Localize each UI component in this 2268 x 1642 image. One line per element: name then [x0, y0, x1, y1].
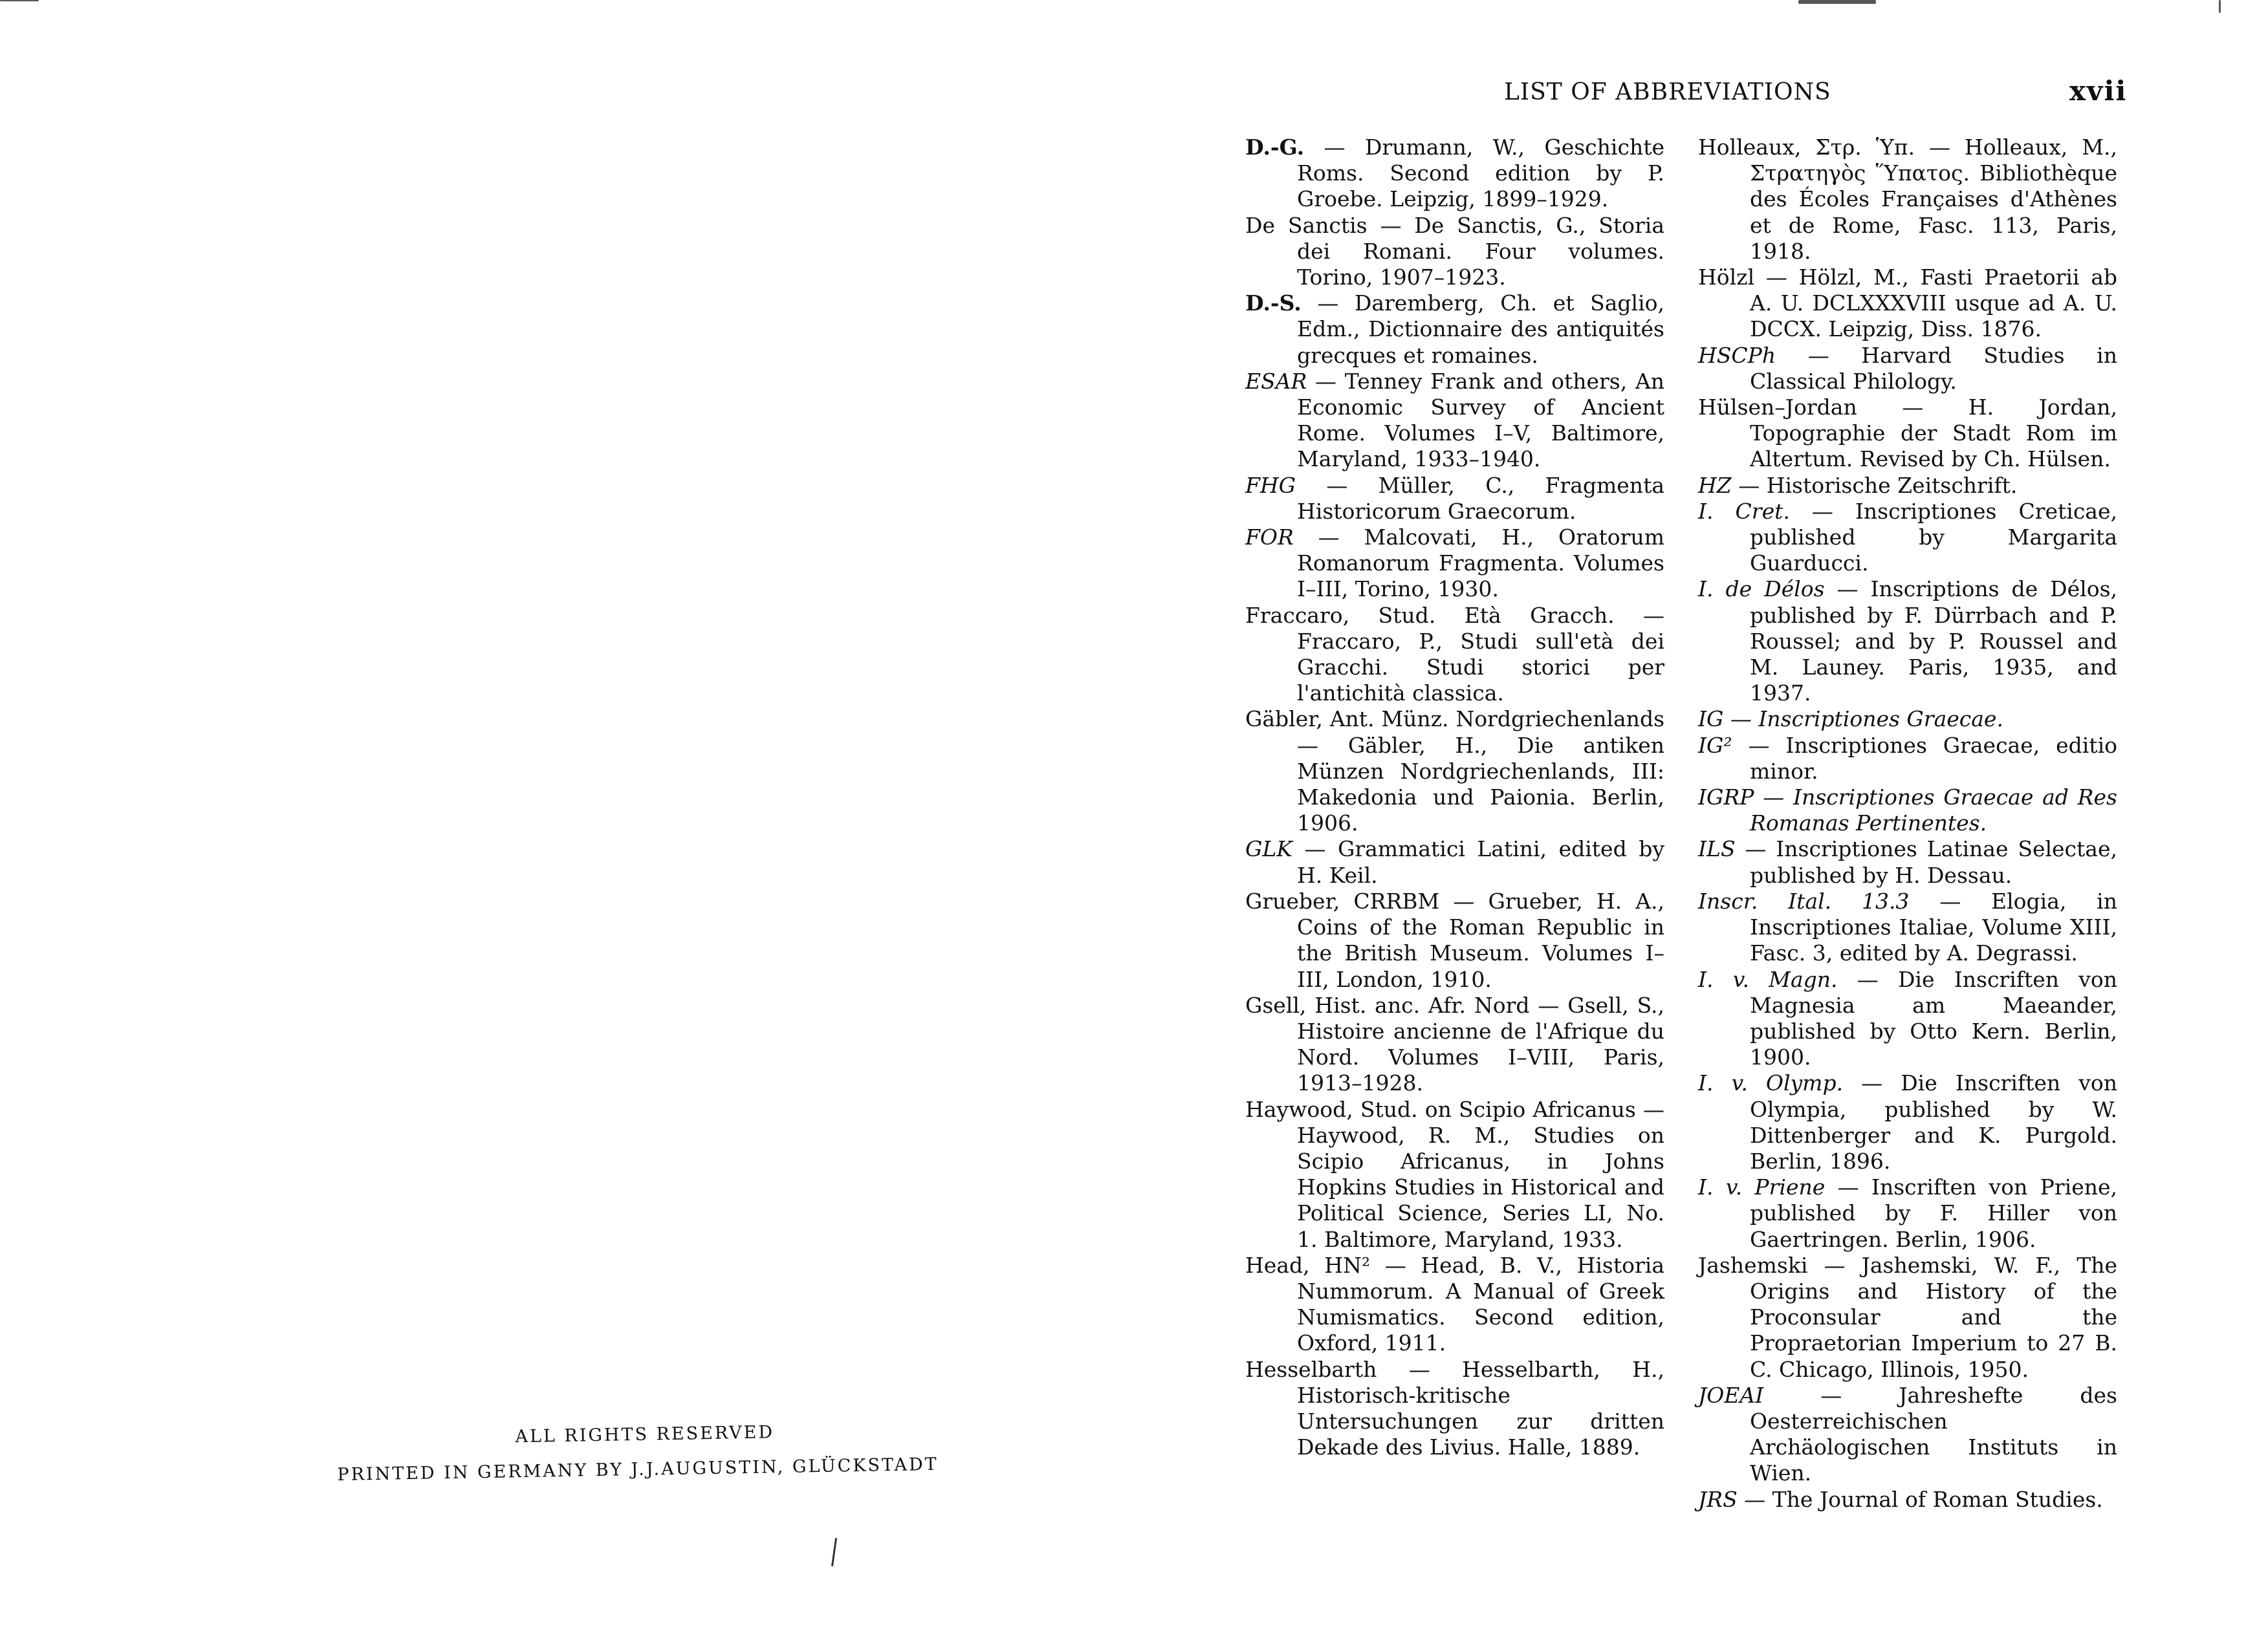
entry-text: — Die Inscriften von Olympia, published by W. Dittenberger and K. Purgold. Berlin, 1896.: [1750, 1070, 2117, 1174]
entry-text: — Daremberg, Ch. et Saglio, Edm., Dictionnaire des antiquités grecques et romaines.: [1297, 290, 1664, 368]
abbreviation-entry: [1245, 135, 1664, 213]
entry-key: IGRP: [1698, 784, 1754, 810]
abbreviation-entry: [1698, 784, 2117, 836]
entry-text: — De Sanctis, G., Storia dei Romani. Four volumes. Torino, 1907–1923.: [1297, 212, 1664, 290]
entry-text: — Inscriptiones Graecae ad Res Romanas Pertinentes.: [1750, 784, 2117, 836]
abbreviation-entry: [1698, 836, 2117, 888]
entry-text: — Holleaux, M., Στρατηγὸς Ὕπατος. Bibliothèque des Écoles Françaises d'Athènes et de Rome, Fasc. 113, Paris, 1918.: [1750, 135, 2117, 264]
entry-key: I. de Délos: [1698, 576, 1825, 602]
abbreviation-entry: [1245, 993, 1664, 1097]
abbreviation-entry: [1698, 1174, 2117, 1253]
entry-key: GLK: [1245, 836, 1292, 862]
entry-key: Jashemski: [1698, 1252, 1808, 1278]
abbreviation-entry: [1698, 473, 2117, 499]
entry-key: HZ: [1698, 472, 1732, 498]
entry-text: — Gsell, S., Histoire ancienne de l'Afrique du Nord. Volumes I–VIII, Paris, 1913–1928.: [1297, 992, 1664, 1096]
abbreviation-entry: [1698, 1383, 2117, 1487]
entry-text: — Hölzl, M., Fasti Praetorii ab A. U. DCLXXXVIII usque ad A. U. DCCX. Leipzig, Diss. 1876.: [1750, 265, 2117, 342]
entry-text: — Jashemski, W. F., The Origins and History of the Proconsular and the Propraetorian Imperium to 27 B. C. Chicago, Illinois, 1950.: [1750, 1252, 2117, 1382]
printer-line: PRINTED IN GERMANY BY J.J.AUGUSTIN, GLÜCKSTADT: [337, 1454, 939, 1485]
abbreviation-entry: [1245, 603, 1664, 707]
entry-key: Hülsen–Jordan: [1698, 394, 1857, 420]
scan-artifact: [2219, 0, 2221, 13]
abbreviation-entry: [1245, 213, 1664, 291]
entry-text: — Inscriptiones Latinae Selectae, published by H. Dessau.: [1735, 836, 2117, 888]
abbreviation-entry: [1698, 135, 2117, 265]
abbreviation-entry: [1245, 290, 1664, 369]
right-page: [1134, 0, 2268, 1642]
entry-key: Haywood, Stud. on Scipio Africanus: [1245, 1096, 1636, 1122]
abbreviation-entry: [1698, 967, 2117, 1071]
entry-text: — Harvard Studies in Classical Philology.: [1750, 342, 2117, 394]
abbreviation-entry: [1698, 265, 2117, 343]
entry-text: — Gäbler, H., Die antiken Münzen Nordgriechenlands, III: Makedonia und Paionia. Berlin, 1906.: [1297, 732, 1664, 836]
abbreviation-entry: [1245, 1097, 1664, 1253]
entry-key: FOR: [1245, 524, 1294, 550]
rights-reserved-line: ALL RIGHTS RESERVED: [515, 1422, 775, 1447]
entry-key: I. Cret.: [1698, 498, 1790, 524]
entry-text: — Malcovati, H., Oratorum Romanorum Fragmenta. Volumes I–III, Torino, 1930.: [1293, 524, 1664, 602]
entry-text: — Elogia, in Inscriptiones Italiae, Volume XIII, Fasc. 3, edited by A. Degrassi.: [1750, 888, 2117, 966]
entry-text: — Drumann, W., Geschichte Roms. Second edition by P. Groebe. Leipzig, 1899–1929.: [1297, 135, 1664, 212]
entry-text: — Inscriptiones Creticae, published by Margarita Guarducci.: [1750, 498, 2117, 576]
abbreviation-entry: [1698, 706, 2117, 732]
entry-key: I. v. Magn.: [1698, 966, 1838, 992]
entry-key: D.-G.: [1245, 135, 1305, 160]
entry-text: — Head, B. V., Historia Nummorum. A Manual of Greek Numismatics. Second edition, Oxford, 1911.: [1297, 1252, 1665, 1356]
abbreviation-entry: [1698, 343, 2117, 394]
entry-key: Hölzl: [1698, 265, 1755, 290]
abbreviation-entry: [1698, 499, 2117, 577]
entry-key: IG: [1698, 706, 1724, 732]
scan-artifact: [1798, 0, 1876, 4]
entry-key: JRS: [1698, 1486, 1738, 1512]
abbreviation-entry: [1698, 1070, 2117, 1174]
abbreviations-left-column: [1245, 135, 1664, 1460]
entry-key: JOEAI: [1698, 1382, 1764, 1408]
entry-text: — Die Inscriften von Magnesia am Maeander, published by Otto Kern. Berlin, 1900.: [1750, 966, 2117, 1070]
abbreviation-entry: [1245, 706, 1664, 836]
entry-text: — Inscriften von Priene, published by F. Hiller von Gaertringen. Berlin, 1906.: [1750, 1174, 2117, 1252]
running-head: LIST OF ABBREVIATIONS: [1504, 79, 1831, 105]
abbreviation-entry: [1245, 836, 1664, 888]
entry-text: — The Journal of Roman Studies.: [1737, 1486, 2103, 1512]
entry-key: IG²: [1698, 732, 1732, 758]
page-number: xvii: [2069, 75, 2128, 107]
abbreviation-entry: [1698, 889, 2117, 967]
abbreviation-entry: [1245, 524, 1664, 603]
entry-text: — Inscriptiones Graecae.: [1723, 706, 2003, 732]
abbreviation-entry: [1245, 369, 1664, 473]
entry-key: Inscr. Ital. 13.3: [1698, 888, 1910, 914]
entry-text: — Historische Zeitschrift.: [1731, 472, 2018, 498]
entry-text: — Fraccaro, P., Studi sull'età dei Gracchi. Studi storici per l'antichità classica.: [1297, 602, 1664, 706]
entry-text: — Grueber, H. A., Coins of the Roman Republic in the British Museum. Volumes I–III, London, 1910.: [1297, 888, 1665, 992]
abbreviation-entry: [1245, 1357, 1664, 1461]
abbreviation-entry: [1698, 576, 2117, 706]
entry-key: HSCPh: [1698, 342, 1776, 368]
entry-key: De Sanctis: [1245, 212, 1368, 238]
entry-key: FHG: [1245, 472, 1296, 498]
entry-text: — Jahreshefte des Oesterreichischen Archäologischen Instituts in Wien.: [1750, 1382, 2117, 1486]
entry-text: — Inscriptiones Graecae, editio minor.: [1732, 732, 2117, 784]
abbreviation-entry: [1698, 733, 2117, 784]
entry-key: I. v. Olymp.: [1698, 1070, 1844, 1096]
abbreviation-entry: [1698, 1487, 2117, 1513]
entry-key: I. v. Priene: [1698, 1174, 1826, 1200]
entry-key: Gsell, Hist. anc. Afr. Nord: [1245, 992, 1530, 1018]
scan-mark: [831, 1538, 837, 1566]
entry-key: ESAR: [1245, 368, 1307, 394]
entry-key: Head, HN²: [1245, 1252, 1371, 1278]
entry-key: Fraccaro, Stud. Età Gracch.: [1245, 602, 1615, 628]
entry-text: — Haywood, R. M., Studies on Scipio Africanus, in Johns Hopkins Studies in Historical and Political Science, Series LI, No. 1. Baltimore, Maryland, 1933.: [1297, 1096, 1664, 1252]
entry-text: — Müller, C., Fragmenta Historicorum Graecorum.: [1296, 472, 1664, 524]
abbreviation-entry: [1245, 473, 1664, 524]
scan-artifact: [0, 0, 39, 1]
abbreviation-entry: [1698, 1253, 2117, 1383]
entry-key: D.-S.: [1245, 290, 1302, 316]
entry-key: Holleaux, Στρ. Ὑπ.: [1698, 135, 1915, 160]
entry-text: — Grammatici Latini, edited by H. Keil.: [1292, 836, 1664, 888]
entry-text: — Tenney Frank and others, An Economic Survey of Ancient Rome. Volumes I–V, Baltimore, Maryland, 1933–1940.: [1297, 368, 1664, 472]
abbreviation-entry: [1698, 394, 2117, 473]
entry-key: Gäbler, Ant. Münz. Nordgriechenlands: [1245, 706, 1664, 732]
abbreviation-entry: [1245, 1253, 1664, 1357]
entry-text: — Inscriptions de Délos, published by F. Dürrbach and P. Roussel; and by P. Roussel and M. Launey. Paris, 1935, and 1937.: [1750, 576, 2117, 706]
entry-key: Hesselbarth: [1245, 1356, 1377, 1382]
abbreviation-entry: [1245, 889, 1664, 993]
entry-key: Grueber, CRRBM: [1245, 888, 1440, 914]
entry-text: — Hesselbarth, H., Historisch-kritische Untersuchungen zur dritten Dekade des Livius. Halle, 1889.: [1297, 1356, 1664, 1460]
abbreviations-right-column: [1698, 135, 2117, 1513]
entry-key: ILS: [1698, 836, 1736, 862]
imprint: [336, 1412, 972, 1493]
entry-text: — H. Jordan, Topographie der Stadt Rom im Altertum. Revised by Ch. Hülsen.: [1750, 394, 2117, 472]
